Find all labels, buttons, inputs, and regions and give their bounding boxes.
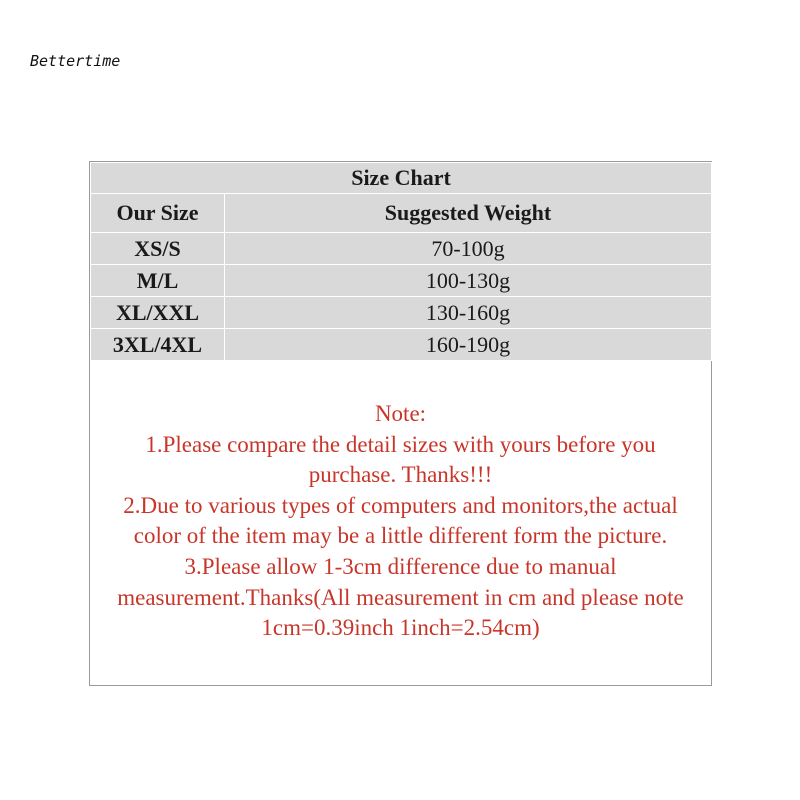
- table-row: [91, 265, 712, 297]
- table-header-row: [91, 194, 712, 233]
- size-chart-panel: [89, 161, 712, 686]
- column-header-weight: Suggested Weight: [225, 194, 712, 233]
- weight-cell: 70-100g: [225, 233, 712, 265]
- table-row: [91, 297, 712, 329]
- table-row: [91, 233, 712, 265]
- notes-heading: Note:: [374, 401, 427, 426]
- note-line: 1.Please compare the detail sizes with yours before you: [145, 431, 656, 457]
- size-cell: XS/S: [91, 233, 225, 265]
- weight-cell: 160-190g: [225, 329, 712, 361]
- column-header-size: Our Size: [91, 194, 225, 233]
- notes-block: [90, 399, 711, 644]
- weight-cell: 100-130g: [225, 265, 712, 297]
- note-line: color of the item may be a little different form the picture.: [133, 523, 668, 549]
- weight-cell: 130-160g: [225, 297, 712, 329]
- table-title: Size Chart: [91, 163, 712, 194]
- size-table: [90, 162, 712, 361]
- note-line: 2.Due to various types of computers and monitors,the actual: [123, 492, 678, 518]
- table-row: [91, 329, 712, 361]
- brand-name: Bettertime: [30, 52, 121, 70]
- size-cell: XL/XXL: [91, 297, 225, 329]
- note-line: purchase. Thanks!!!: [308, 462, 493, 488]
- note-line: 3.Please allow 1-3cm difference due to manual: [184, 553, 617, 579]
- size-cell: 3XL/4XL: [91, 329, 225, 361]
- note-line: measurement.Thanks(All measurement in cm and please note: [117, 584, 684, 610]
- size-cell: M/L: [91, 265, 225, 297]
- note-line: 1cm=0.39inch 1inch=2.54cm): [261, 615, 540, 641]
- table-title-row: [91, 163, 712, 194]
